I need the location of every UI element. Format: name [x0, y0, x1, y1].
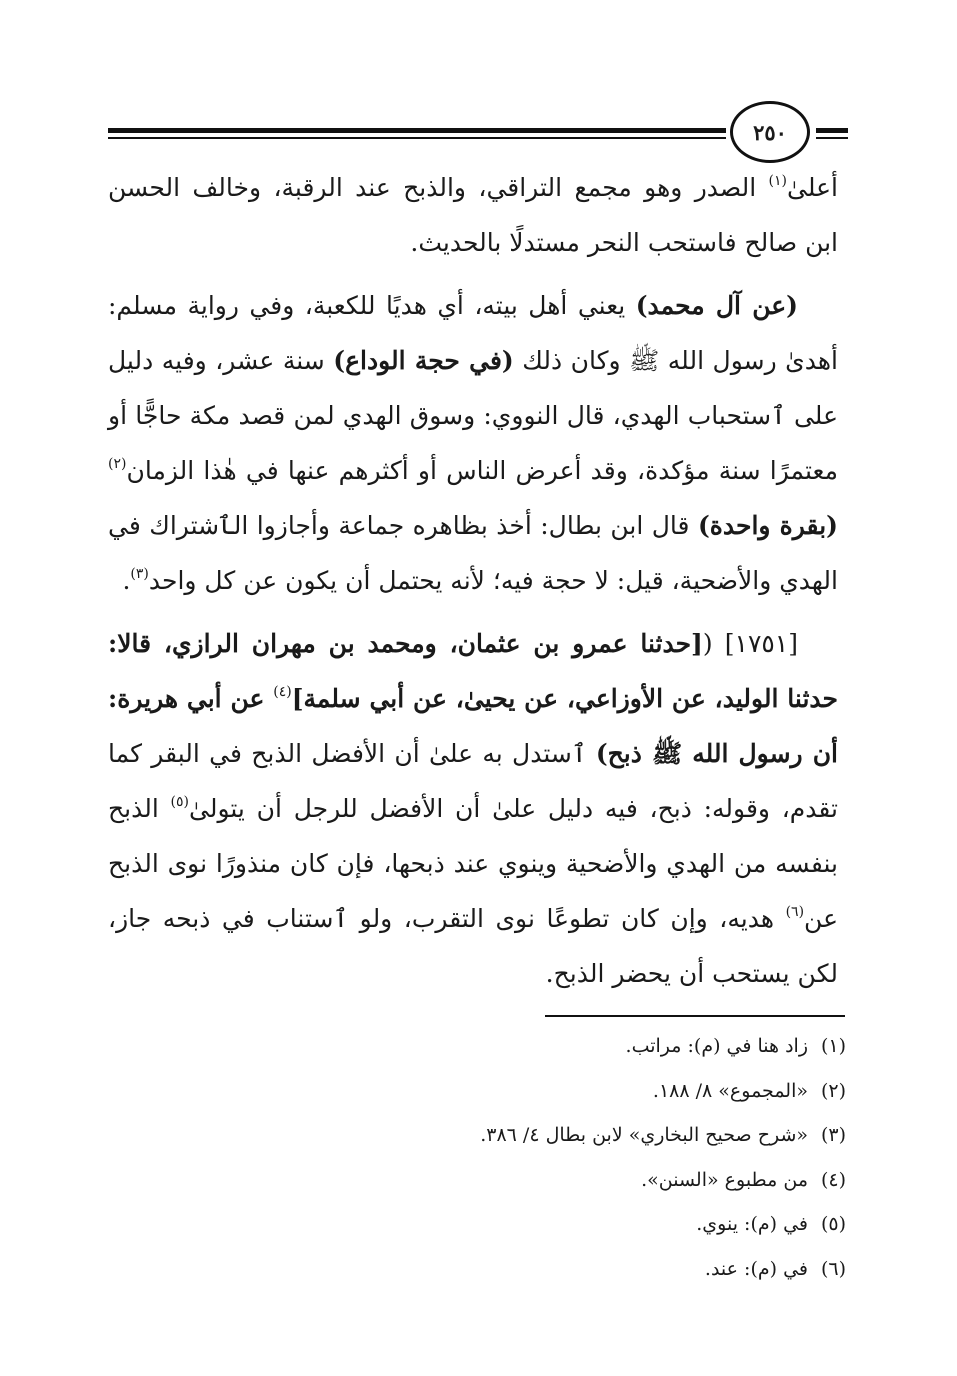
- footnote-item: [300, 1247, 846, 1292]
- footnote-ref: (٤): [273, 684, 292, 700]
- footnote-number: (٥): [820, 1213, 846, 1235]
- text-run: .: [122, 566, 131, 595]
- footnote-item: [300, 1113, 846, 1158]
- footnote-number: (٦): [820, 1257, 846, 1280]
- page-header: [108, 98, 848, 168]
- body-text: [108, 160, 838, 1001]
- footnote-number: (١): [820, 1035, 846, 1057]
- footnote-text: في (م): ينوي.: [696, 1213, 808, 1235]
- paragraph-3: [108, 616, 838, 1001]
- page-number: ٢٥٠: [730, 101, 810, 163]
- footnote-ref: (٦): [785, 904, 805, 920]
- text-run: الذبح بنفسه من الهدي والأضحية وينوي عند ذبحها، فإن كان منذورًا نوى الذبح عن: [108, 794, 838, 933]
- text-run: هديه، وإن كان تطوعًا نوى التقرب، ولو ٱستناب في ذبحه جاز، لكن يستحب أن يحضر الذبح.: [108, 904, 838, 988]
- footnote-item: [300, 1202, 846, 1247]
- text-run: [١٧٥١] (: [702, 629, 798, 658]
- footnote-number: (٤): [820, 1168, 846, 1191]
- bold-run: (عن آل محمد): [635, 291, 798, 320]
- text-run: قال ابن بطال: أخذ بظاهره جماعة وأجازوا الٱشتراك في الهدي والأضحية، قيل: لا حجة فيه؛ لأنه يحتمل أن يكون عن كل واحد: [108, 511, 838, 595]
- footnote-text: في (م): عند.: [704, 1257, 808, 1280]
- text-run: أعلىٰ: [787, 173, 838, 202]
- paragraph-2: [108, 278, 838, 608]
- footnote-number: (٢): [820, 1079, 846, 1102]
- footnote-number: (٣): [820, 1124, 846, 1146]
- bold-run: عن أبي هريرة: أن رسول الله ﷺ ذبح): [108, 684, 838, 768]
- header-rule-right-thin: [816, 137, 848, 139]
- footnote-ref: (٢): [108, 456, 127, 472]
- footnote-ref: (٣): [130, 566, 149, 582]
- footnote-ref: (٥): [170, 794, 190, 810]
- footnote-item: [300, 1069, 846, 1114]
- bold-run: (بقرة واحدة): [697, 511, 838, 540]
- footnote-text: من مطبوع «السنن».: [641, 1168, 808, 1191]
- text-run: سنة عشر، وفيه دليل على ٱستحباب الهدي، قال النووي: وسوق الهدي لمن قصد مكة حاجًّا أو معتمرًا سنة مؤكدة، وقد أعرض الناس أو أكثرهم عنها في هٰذا الزمان: [108, 346, 838, 485]
- footnote-text: زاد هنا في (م): مراتب.: [625, 1035, 808, 1057]
- footnote-ref: (١): [768, 173, 788, 189]
- header-rule-right-thick: [816, 128, 848, 133]
- text-run: يعني أهل بيته، أي هديًا للكعبة، وفي رواية مسلم: أهدىٰ رسول الله ﷺ وكان ذلك: [108, 291, 838, 375]
- footnote-item: [300, 1158, 846, 1203]
- footnote-separator: [545, 1015, 845, 1017]
- footnote-text: «شرح صحيح البخاري» لابن بطال ٤/ ٣٨٦.: [480, 1124, 808, 1146]
- footnotes: [300, 1024, 846, 1291]
- header-rule-thick: [108, 128, 726, 133]
- footnote-text: «المجموع» ٨/ ١٨٨.: [652, 1079, 808, 1102]
- header-rule-thin: [108, 137, 726, 139]
- paragraph-1: [108, 160, 838, 270]
- bold-run: (في حجة الوداع): [333, 346, 514, 375]
- bold-run: [حدثنا عمرو بن عثمان، ومحمد بن مهران الرازي، قالا: حدثنا الوليد، عن الأوزاعي، عن يحيىٰ، عن أبي سلمة]: [108, 629, 839, 713]
- text-run: الصدر وهو مجمع التراقي، والذبح عند الرقبة، وخالف الحسن ابن صالح فاستحب النحر مستدلًا بالحديث.: [108, 173, 838, 257]
- text-run: ٱستدل به علىٰ أن الأفضل الذبح في البقر كما تقدم، وقوله: ذبح، فيه دليل علىٰ أن الأفضل للرجل أن يتولىٰ: [108, 739, 838, 823]
- footnote-item: [300, 1024, 846, 1069]
